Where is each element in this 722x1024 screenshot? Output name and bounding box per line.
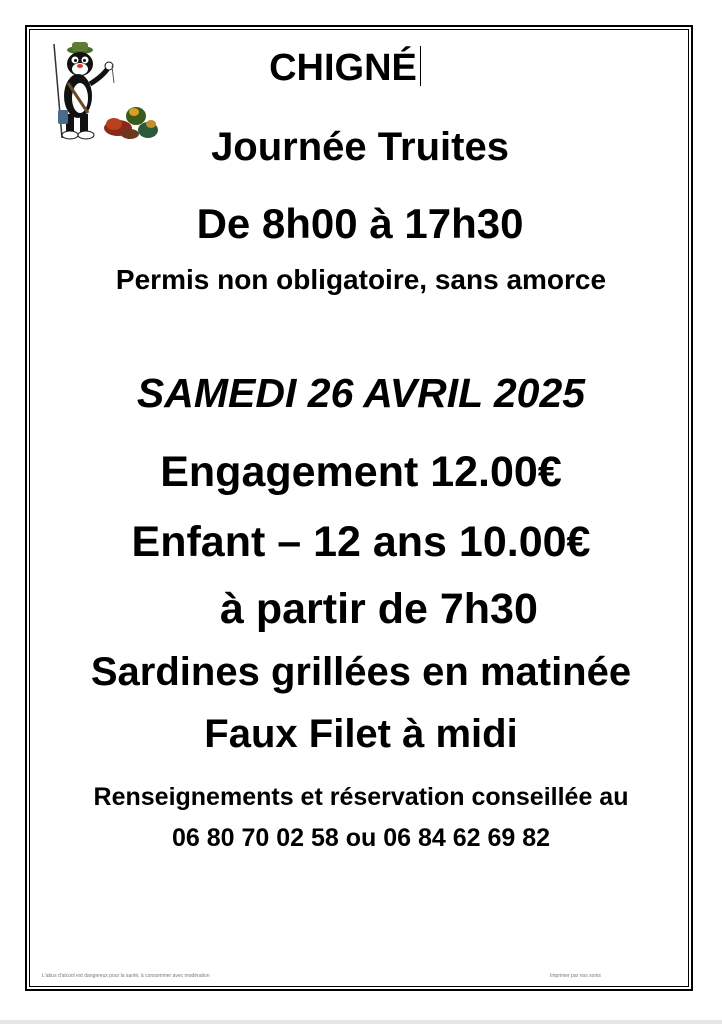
text-cursor — [420, 46, 421, 86]
poster-info-label: Renseignements et réservation conseillée au — [93, 783, 629, 811]
poster-hours: De 8h00 à 17h30 — [196, 200, 524, 247]
poster-start-time: à partir de 7h30 — [220, 585, 538, 633]
footer-left-note: L'abus d'alcool est dangereux pour la santé, à consommer avec modération — [42, 973, 210, 979]
cartoon-cat-fisherman-icon — [48, 38, 160, 143]
poster-fee-child: Enfant – 12 ans 10.00€ — [131, 518, 591, 566]
poster-noon-meal: Faux Filet à midi — [204, 712, 518, 756]
viewer-bottom-bar — [0, 1020, 722, 1024]
footer-right-note: Imprimer par nos soins — [550, 973, 601, 979]
poster-event-title: Journée Truites — [211, 125, 509, 169]
poster-phone-numbers: 06 80 70 02 58 ou 06 84 62 69 82 — [171, 824, 551, 852]
poster-conditions: Permis non obligatoire, sans amorce — [115, 264, 607, 295]
poster-date: SAMEDI 26 AVRIL 2025 — [136, 370, 586, 416]
poster-morning-meal: Sardines grillées en matinée — [90, 650, 632, 694]
poster-fee-adult: Engagement 12.00€ — [160, 448, 562, 496]
poster-town-title: CHIGNÉ — [195, 46, 495, 90]
